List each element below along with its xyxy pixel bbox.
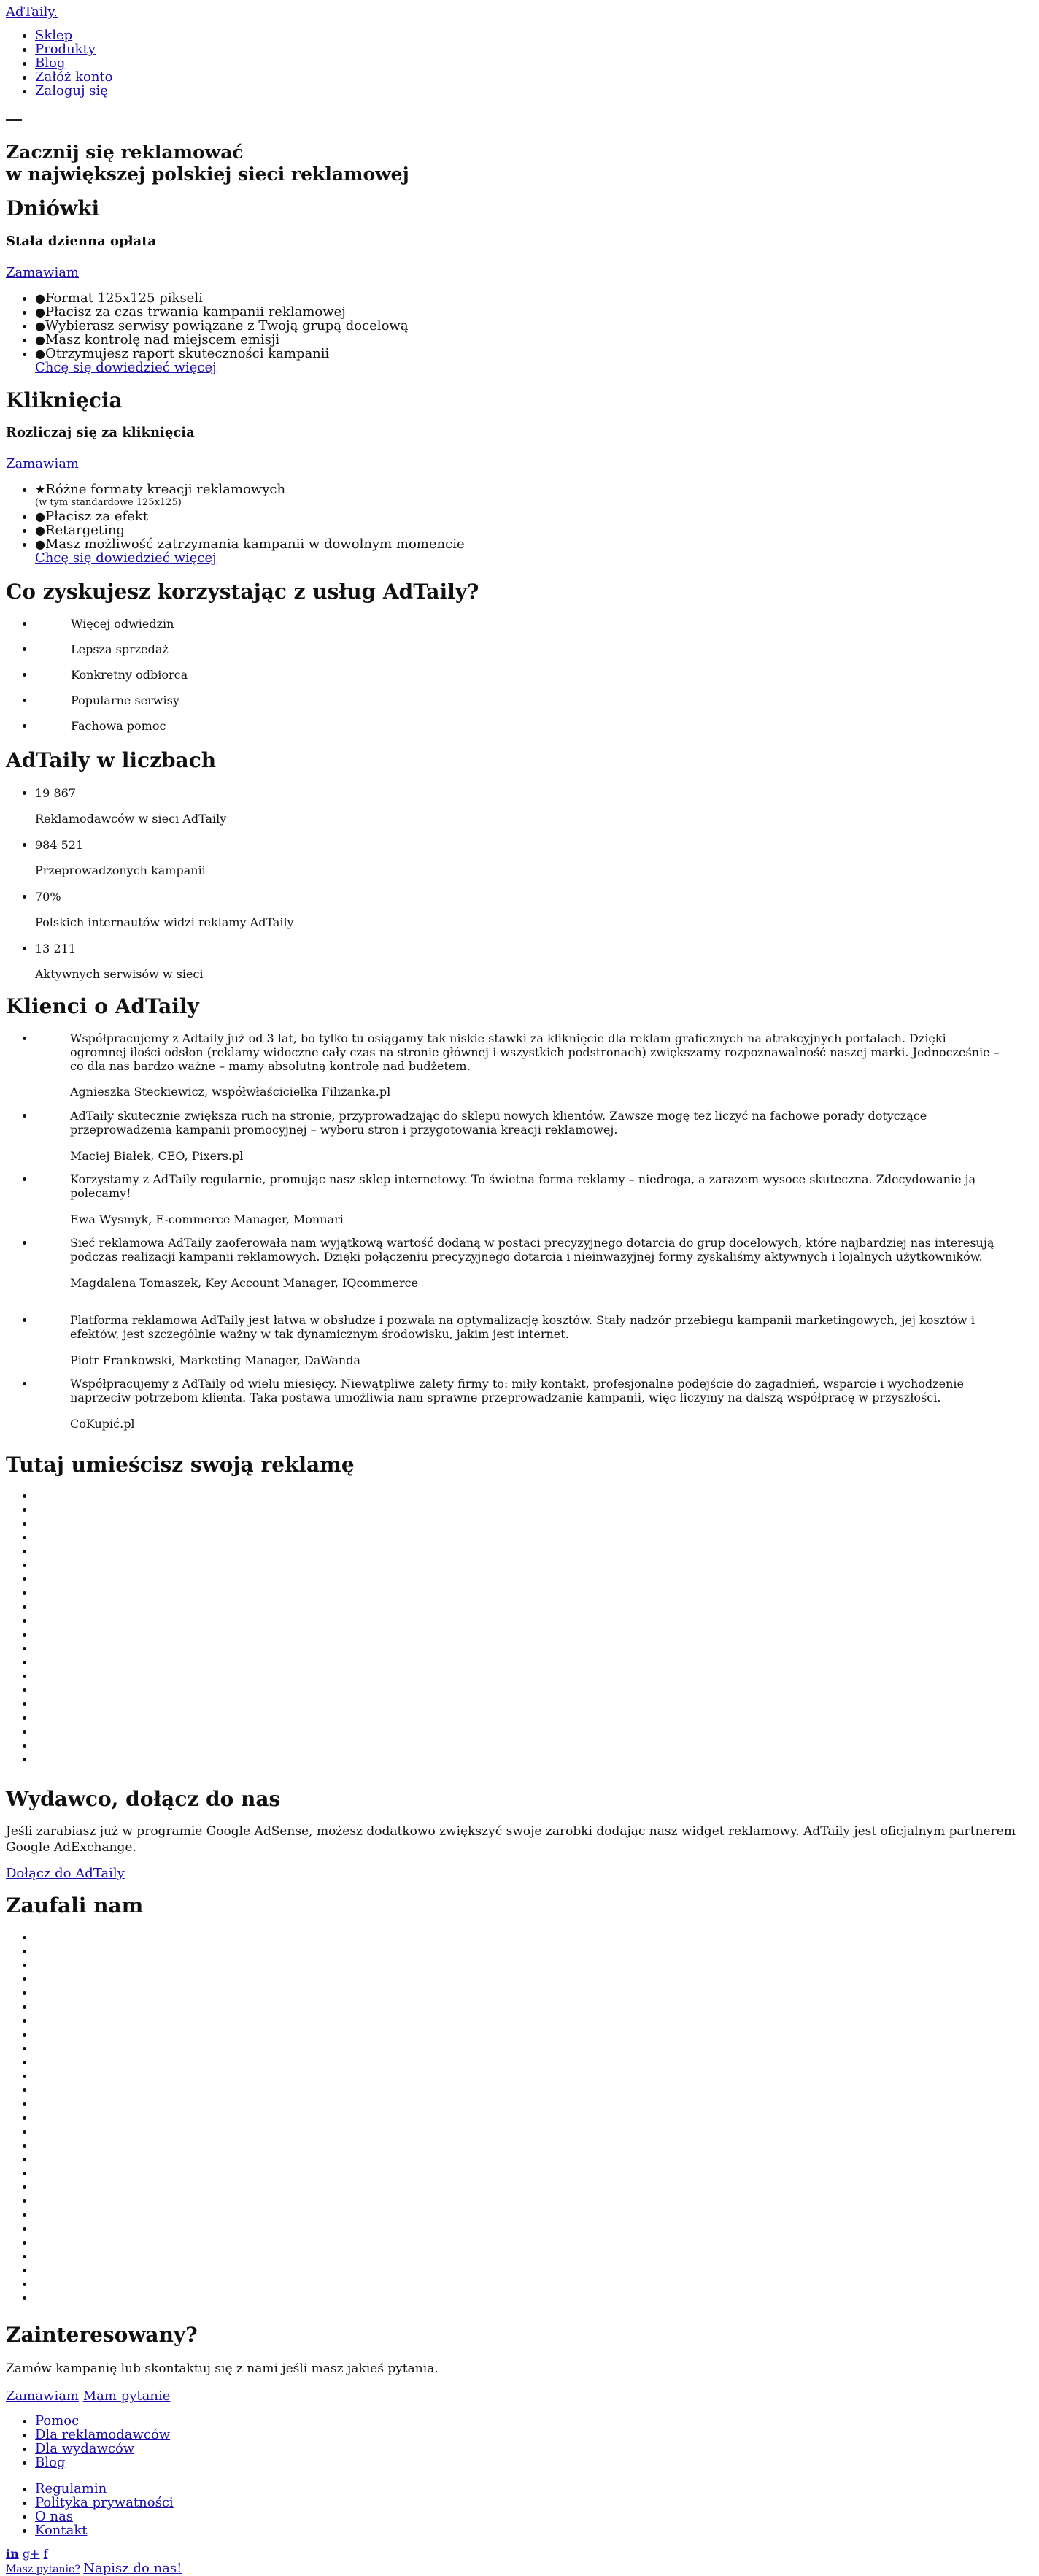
clicks-more-link[interactable]: Chcę się dowiedzieć więcej <box>35 550 217 566</box>
testimonial-quote: • Sieć reklamowa AdTaily zaoferowała nam wyjątkową wartość dodaną w postaci precyzyjnego dotarcia do grup docelowych, które najbardziej nas interesują podczas realizacji kampanii reklamowych. Dzięki połączeniu precyzyjnego dotarcia i nieinwazyjnej formy zyskaliśmy aktywnych i lojalnych użytkowników. <box>70 1236 994 1264</box>
stat-value: • 984 521 <box>35 838 84 852</box>
feature-item <box>35 347 409 361</box>
placement-heading: Tutaj umieścisz swoją reklamę <box>6 1453 355 1477</box>
testimonials-heading: Klienci o AdTaily <box>6 994 199 1018</box>
cta-actions <box>6 2388 170 2404</box>
cta-heading: Zainteresowany? <box>6 2323 198 2347</box>
hero-heading <box>6 142 409 185</box>
feature-text: Format 125x125 pikseli <box>45 291 203 306</box>
testimonial-quote: • AdTaily skutecznie zwiększa ruch na stronie, przyprowadzając do sklepu nowych klientów. Zawsze mogę też liczyć na fachowe porady dotyczące przeprowadzenia kampanii promocyjnej – wyboru stron i przygotowania kreacji reklamowej. <box>70 1109 927 1137</box>
feature-text: Otrzymujesz raport skuteczności kampanii <box>45 346 330 361</box>
feature-item <box>35 305 409 319</box>
daily-more-link[interactable]: Chcę się dowiedzieć więcej <box>35 360 217 375</box>
footer-item <box>35 2496 174 2510</box>
nav-item-register <box>35 70 113 84</box>
testimonial-author: Agnieszka Steckiewicz, współwłaścicielka Filiżanka.pl <box>70 1085 391 1099</box>
testimonial-item <box>35 1313 1005 1368</box>
benefits-heading: Co zyskujesz korzystając z usług AdTaily? <box>6 580 479 604</box>
social-links <box>6 2547 47 2561</box>
feature-item <box>35 333 409 347</box>
footer-item <box>35 2428 170 2442</box>
testimonial-quote: • Współpracujemy z AdTaily od wielu miesięcy. Niewątpliwe zalety firmy to: miły kontakt, profesjonalne podejście do zagadnień, wsparcie i wychodzenie naprzeciw potrzebom klienta. Taka postawa umożliwia nam sprawne przeprowadzanie kampanii, więc liczymy na dalszą współpracę w przyszłości. <box>70 1377 964 1404</box>
stat-item <box>35 942 294 993</box>
footer-link-terms[interactable]: Regulamin <box>35 2481 107 2496</box>
main-nav <box>6 28 113 98</box>
feature-item <box>35 319 409 333</box>
testimonial-quote: • Współpracujemy z Adtaily już od 3 lat, bo tylko tu osiągamy tak niskie stawki za kliknięcie dla reklam graficznych na atrakcyjnych portalach. Dzięki ogromnej ilości odsłon (reklamy widoczne cały czas na stronie głównej i wszystkich podstronach) zwiększamy rozpoznawalność naszej marki. Jednocześnie – co dla nas bardzo ważne – mamy absolutną kontrolę nad budżetem. <box>70 1031 1000 1073</box>
testimonial-quote: • Korzystamy z AdTaily regularnie, promując nasz sklep internetowy. To świetna forma reklamy – niedroga, a zarazem wysoce skuteczna. Zdecydowanie ją polecamy! <box>70 1172 976 1200</box>
testimonial-item <box>35 1236 1005 1291</box>
testimonial-author: Ewa Wysmyk, E-commerce Manager, Monnari <box>70 1212 344 1226</box>
stat-item <box>35 890 294 942</box>
stat-label: Przeprowadzonych kampanii <box>35 864 206 877</box>
footer-item <box>35 2510 174 2523</box>
ad-slots-list <box>6 1489 35 1766</box>
footer-links-secondary <box>6 2482 174 2537</box>
footer-item <box>35 2442 170 2456</box>
benefit-item: • Popularne serwisy <box>35 693 188 719</box>
trusted-heading: Zaufali nam <box>6 1893 144 1918</box>
clicks-order-link[interactable]: Zamawiam <box>6 456 80 472</box>
footer-item <box>35 2414 170 2428</box>
benefit-item: • Fachowa pomoc <box>35 719 188 745</box>
feature-more-item <box>35 551 465 565</box>
stat-label: Aktywnych serwisów w sieci <box>35 967 204 981</box>
testimonial-author: CoKupić.pl <box>70 1417 135 1431</box>
daily-features <box>6 291 409 374</box>
footer-link-publishers[interactable]: Dla wydawców <box>35 2441 135 2456</box>
feature-text: Wybierasz serwisy powiązane z Twoją grupą docelową <box>45 318 409 334</box>
bullet-icon: ● <box>35 537 45 551</box>
facebook-icon[interactable]: f <box>43 2547 48 2561</box>
feature-text: Masz możliwość zatrzymania kampanii w dowolnym momencie <box>45 537 465 552</box>
bullet-icon: ● <box>35 305 45 319</box>
stats-list <box>6 786 294 993</box>
nav-link-register[interactable]: Załóż konto <box>35 69 113 85</box>
footer-item <box>35 2482 174 2496</box>
ask-question-link[interactable]: Masz pytanie? <box>6 2564 80 2575</box>
footer-link-contact[interactable]: Kontakt <box>35 2523 88 2538</box>
ask-section <box>6 2561 182 2576</box>
feature-text: Różne formaty kreacji reklamowych <box>45 482 286 497</box>
bullet-icon: ● <box>35 319 45 333</box>
nav-link-products[interactable]: Produkty <box>35 42 96 57</box>
bullet-icon: ● <box>35 333 45 347</box>
feature-text: Retargeting <box>45 523 125 538</box>
hero-line-2: w największej polskiej sieci reklamowej <box>6 164 409 185</box>
footer-item <box>35 2523 174 2537</box>
cta-text: Zamów kampanię lub skontaktuj się z nami jeśli masz jakieś pytania. <box>6 2361 439 2376</box>
testimonial-author: Maciej Białek, CEO, Pixers.pl <box>70 1149 244 1163</box>
clicks-features <box>6 482 465 565</box>
benefit-item: • Więcej odwiedzin <box>35 617 188 642</box>
footer-item <box>35 2456 170 2469</box>
stat-item <box>35 838 294 890</box>
testimonial-item <box>35 1377 1005 1431</box>
feature-item <box>35 537 465 551</box>
stat-value: • 13 211 <box>35 942 76 956</box>
footer-link-about[interactable]: O nas <box>35 2509 74 2524</box>
nav-item-shop <box>35 28 113 42</box>
write-to-us-link[interactable]: Napisz do nas! <box>83 2561 182 2576</box>
header-divider <box>6 119 22 121</box>
nav-link-login[interactable]: Zaloguj się <box>35 83 108 99</box>
clicks-heading: Kliknięcia <box>6 388 123 412</box>
testimonial-item <box>35 1172 1005 1227</box>
feature-item <box>35 510 465 523</box>
testimonial-author: Piotr Frankowski, Marketing Manager, DaWanda <box>70 1353 360 1367</box>
footer-link-privacy[interactable]: Polityka prywatności <box>35 2495 174 2510</box>
daily-order-link[interactable]: Zamawiam <box>6 265 80 280</box>
stat-label: Polskich internautów widzi reklamy AdTaily <box>35 915 294 929</box>
testimonial-quote: • Platforma reklamowa AdTaily jest łatwa w obsłudze i pozwala na optymalizację kosztów. Stały nadzór przebiegu kampanii marketingowych, jej kosztów i efektów, jest szczególnie ważny w tak dynamicznym środowisku, jakim jest internet. <box>70 1313 975 1341</box>
bullet-icon: ● <box>35 347 45 361</box>
nav-link-shop[interactable]: Sklep <box>35 28 73 43</box>
star-icon: ★ <box>35 482 46 496</box>
feature-text: Płacisz za efekt <box>45 509 148 524</box>
trusted-logos-list <box>6 1931 35 2305</box>
nav-item-blog <box>35 56 113 70</box>
feature-item <box>35 291 409 305</box>
feature-item <box>35 482 465 510</box>
footer-link-advertisers[interactable]: Dla reklamodawców <box>35 2427 171 2442</box>
hero-line-1: Zacznij się reklamować <box>6 142 244 163</box>
feature-note: (w tym standardowe 125x125) <box>35 497 182 508</box>
bullet-icon: ● <box>35 523 45 537</box>
daily-subtitle: Stała dzienna opłata <box>6 234 157 249</box>
nav-link-blog[interactable]: Blog <box>35 55 66 71</box>
cta-order-link[interactable]: Zamawiam <box>6 2388 80 2404</box>
stats-heading: AdTaily w liczbach <box>6 748 217 772</box>
benefit-item: • Konkretny odbiorca <box>35 668 188 693</box>
publisher-heading: Wydawco, dołącz do nas <box>6 1787 281 1811</box>
logo-link[interactable]: AdTaily. <box>6 4 58 20</box>
footer-link-blog[interactable]: Blog <box>35 2455 66 2470</box>
feature-more-item <box>35 361 409 374</box>
google-plus-icon[interactable]: g+ <box>22 2547 40 2561</box>
benefits-list <box>6 617 188 745</box>
clicks-subtitle: Rozliczaj się za kliknięcia <box>6 425 195 440</box>
linkedin-icon[interactable]: in <box>6 2547 19 2561</box>
daily-heading: Dniówki <box>6 196 100 220</box>
testimonial-item <box>35 1031 1005 1099</box>
stat-value: • 19 867 <box>35 786 76 800</box>
cta-question-link[interactable]: Mam pytanie <box>82 2388 171 2404</box>
benefit-item: • Lepsza sprzedaż <box>35 642 188 668</box>
publisher-text: Jeśli zarabiasz już w programie Google AdSense, możesz dodatkowo zwiększyć swoje zarobki dodając nasz widget reklamowy. AdTaily jest oficjalnym partnerem Google AdExchange. <box>6 1824 1016 1855</box>
nav-item-products <box>35 42 113 56</box>
feature-text: Masz kontrolę nad miejscem emisji <box>45 332 280 347</box>
stat-item <box>35 786 294 838</box>
bullet-icon: ● <box>35 510 45 523</box>
feature-text: Płacisz za czas trwania kampanii reklamowej <box>45 304 346 320</box>
bullet-icon: ● <box>35 291 45 305</box>
footer-links-primary <box>6 2414 170 2469</box>
testimonial-author: Magdalena Tomaszek, Key Account Manager, IQcommerce <box>70 1276 419 1290</box>
footer-link-help[interactable]: Pomoc <box>35 2413 80 2429</box>
nav-item-login <box>35 84 113 98</box>
feature-item <box>35 523 465 537</box>
testimonial-item <box>35 1109 1005 1164</box>
stat-value: • 70% <box>35 890 61 904</box>
publisher-join-link[interactable]: Dołącz do AdTaily <box>6 1866 125 1881</box>
stat-label: Reklamodawców w sieci AdTaily <box>35 812 227 826</box>
